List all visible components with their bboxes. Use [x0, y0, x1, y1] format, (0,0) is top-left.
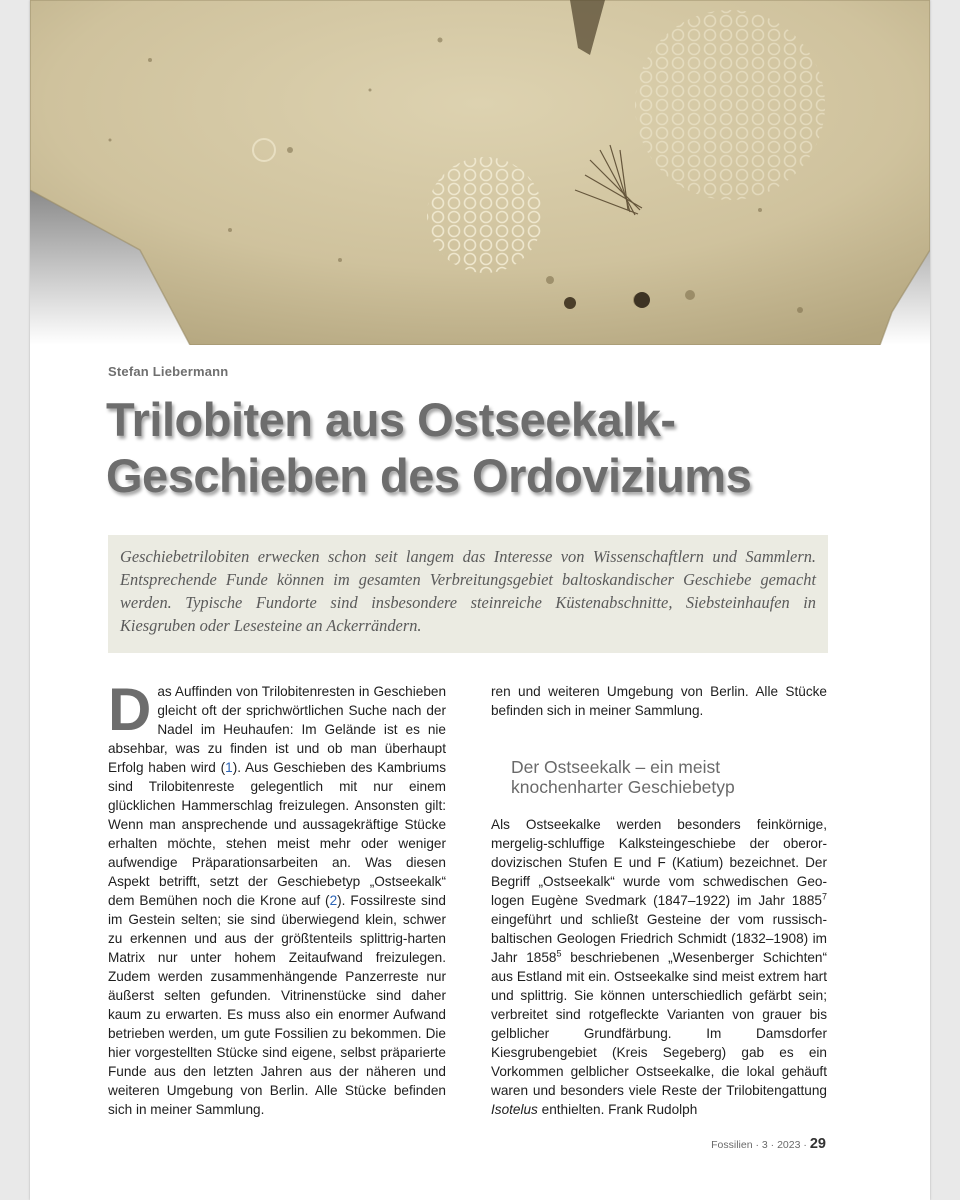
- body-text: ). Aus Geschieben des Kambriums sind Trilobitenreste gelegentlich mit nur einem glücklichen Hammerschlag freizulegen. Ansonsten gilt: Wenn man ansprechende und aussagekräftige Stücke erhalten möchte, stehen meist mehr oder weniger aufwendige Präparationsarbeiten an. Was diesen Aspekt betrifft, setzt der Geschiebetyp „Ostseekalk“ dem Bemühen noch die Krone auf (: [108, 760, 446, 908]
- body-text: as Auffinden von Trilobitenresten in Geschieben gleicht oft der sprichwörtlichen Suche nach der Nadel im Heuhaufen: Im Gelände ist es nie absehbar, was zu finden ist und ob man überhaupt Erfolg haben wird (: [108, 684, 446, 775]
- body-text: beschriebenen „Wesenberger Schichten“ aus Estland mit ein. Ostseekalke sind meist extrem hart und splittrig. Sie können unterschiedlich gefärbt sein; verbreitet sind rotgefleckte Varianten von grauer bis gelblicher Grundfärbung. Im Damsdorfer Kiesgrubengebiet (Kreis Segeberg) gab es ein Vorkommen gelblicher Ostseekalke, die lokal gehäuft waren und besonders viele Reste der Trilobitengattung: [491, 950, 827, 1098]
- page-number: 29: [809, 1136, 826, 1152]
- page-footer: [711, 1136, 826, 1152]
- lead-text: Geschiebetrilobiten erwecken schon seit langem das Interesse von Wissenschaftlern und Sammlern. Entsprechende Funde können im gesamten Verbreitungsgebiet baltoskandischer Geschiebe gemacht werden. Typische Fundorte sind insbesondere steinreiche Küstenabschnitte, Siebsteinhaufen in Kiesgruben oder Lesesteine an Ackerrändern.: [120, 547, 816, 635]
- body-text: ). Fossilreste sind im Gestein selten; sie sind überwiegend klein, schwer zu erkennen und aus der größtenteils splittrig-harten Matrix nur unter hohem Zeitaufwand freizulegen. Zudem werden zusammenhängende Panzerreste nur äußerst selten gefunden. Vitrinenstücke sind daher kaum zu erwarten. Es muss also ein enormer Aufwand betrieben werden, um gute Fossilien zu bekommen. Die hier vorgestellten Stücke sind eigene, selbst präparierte Funde aus den letzten Jahren aus der näheren und weiteren Umgebung von Berlin. Alle Stücke befinden sich in meiner Sammlung.: [108, 893, 446, 1117]
- body-column-left: [108, 682, 446, 1119]
- body-paragraph-1: [108, 682, 446, 1119]
- lead-box: [108, 535, 828, 653]
- footnote-reference[interactable]: 7: [821, 891, 827, 902]
- body-text: Als Ostseekalke werden besonders feinkörnige, mergelig-schluffige Kalksteingeschiebe der oberordovizischen Stufen E und F (Katium) bezeichnet. Der Begriff „Ostseekalk“ wurde vom schwedischen Geologen Eugène Svedmark (1847–1922) im Jahr 1885: [491, 817, 827, 908]
- section-heading-line-1: Der Ostseekalk – ein meist: [511, 757, 721, 777]
- body-column-right: [491, 682, 827, 1122]
- title-line-1: Trilobiten aus Ostseekalk-: [106, 393, 676, 446]
- genus-name: Isotelus: [491, 1102, 538, 1117]
- title-line-2: Geschieben des Ordoviziums: [106, 449, 752, 502]
- body-text: eingeführt und schließt Gesteine der vom russischbaltischen Geologen Friedrich Schmidt (1832–1908) im Jahr 1858: [491, 912, 827, 965]
- body-paragraph-2: [491, 815, 827, 1119]
- drop-cap: D: [108, 682, 152, 743]
- footnote-reference[interactable]: 5: [556, 948, 562, 959]
- article-author: Stefan Liebermann: [108, 364, 229, 379]
- magazine-page: [30, 0, 930, 1200]
- section-heading: [511, 757, 827, 797]
- body-paragraph-1-continued: [491, 682, 827, 720]
- reference-link-2[interactable]: 2: [329, 893, 338, 908]
- article-title: [106, 392, 751, 504]
- body-text: enthielten. Frank Rudolph: [537, 1102, 698, 1117]
- journal-reference: Fossilien · 3 · 2023 ·: [711, 1139, 807, 1151]
- body-text-continued: ren und weiteren Umgebung von Berlin. Alle Stücke befinden sich in meiner Sammlung.: [491, 684, 827, 718]
- section-heading-line-2: knochenharter Geschiebetyp: [511, 777, 735, 797]
- fossil-photo: [30, 0, 930, 345]
- reference-link-1[interactable]: 1: [225, 760, 233, 775]
